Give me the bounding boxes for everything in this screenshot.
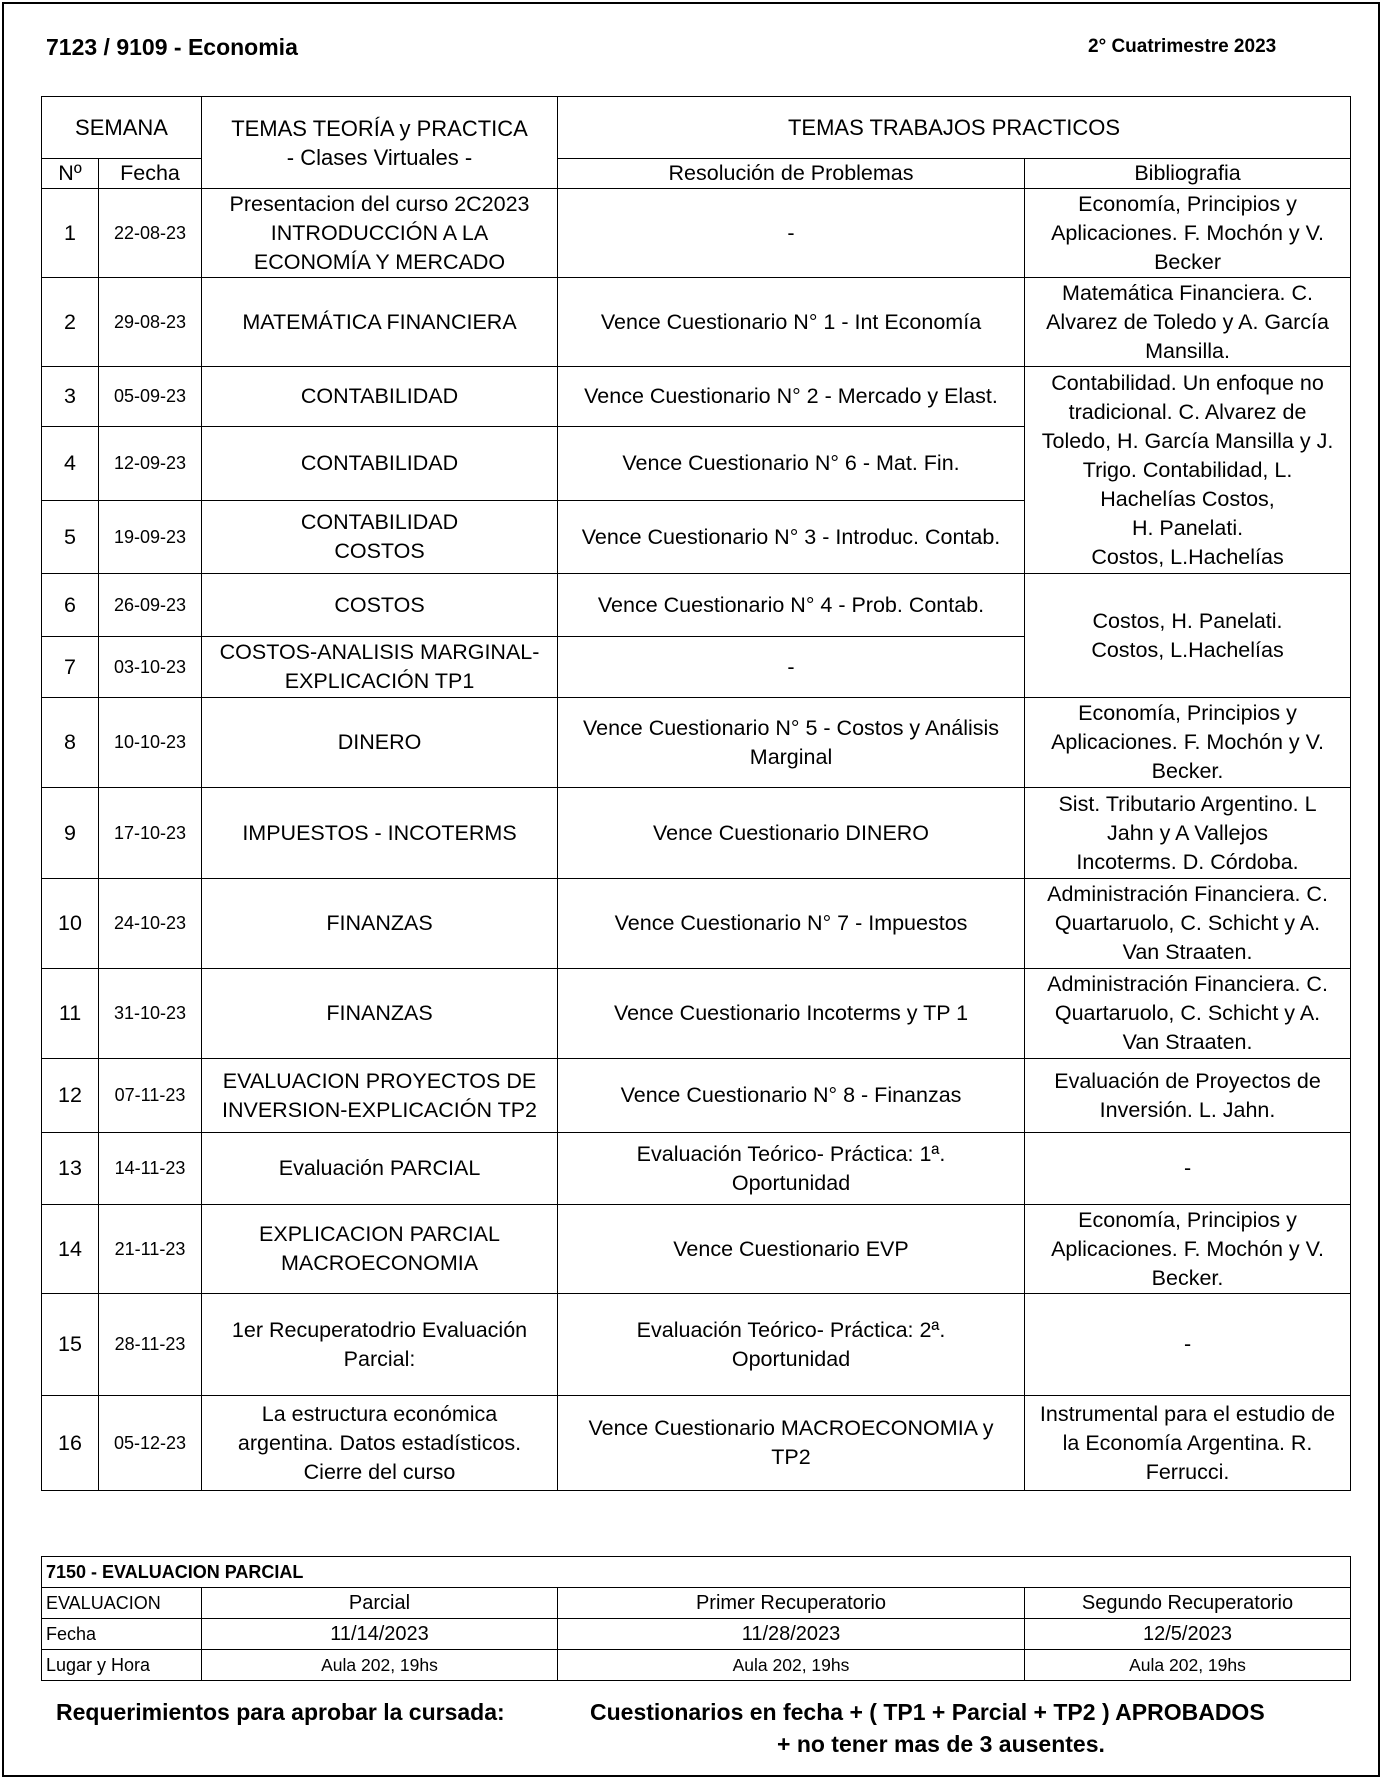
week-date: 03-10-23 <box>99 637 202 698</box>
week-date: 31-10-23 <box>99 969 202 1059</box>
requirements-label: Requerimientos para aprobar la cursada: <box>56 1699 505 1725</box>
eval-lugar-parcial: Aula 202, 19hs <box>202 1650 558 1681</box>
bibliografia: Economía, Principios y Aplicaciones. F. Mochón y V. Becker <box>1025 189 1351 278</box>
evaluacion-table <box>41 1556 1351 1681</box>
tema-teoria: COSTOS <box>202 574 558 637</box>
tema-teoria: MATEMÁTICA FINANCIERA <box>202 278 558 367</box>
schedule-table <box>41 96 1351 1491</box>
bibliografia: Sist. Tributario Argentino. L Jahn y A Vallejos Incoterms. D. Córdoba. <box>1025 788 1351 879</box>
week-number: 12 <box>42 1059 99 1133</box>
week-number: 9 <box>42 788 99 879</box>
table-row <box>42 1205 1351 1294</box>
resolucion-problemas: - <box>558 637 1025 698</box>
resolucion-problemas: Vence Cuestionario N° 5 - Costos y Análisis Marginal <box>558 698 1025 788</box>
tema-teoria: CONTABILIDAD <box>202 427 558 501</box>
bibliografia: Administración Financiera. C. Quartaruolo, C. Schicht y A. Van Straaten. <box>1025 879 1351 969</box>
bibliografia: Matemática Financiera. C. Alvarez de Toledo y A. García Mansilla. <box>1025 278 1351 367</box>
table-row <box>42 1396 1351 1491</box>
week-date: 14-11-23 <box>99 1133 202 1205</box>
tema-teoria: EXPLICACION PARCIAL MACROECONOMIA <box>202 1205 558 1294</box>
week-date: 28-11-23 <box>99 1294 202 1396</box>
week-number: 14 <box>42 1205 99 1294</box>
tema-teoria: CONTABILIDAD <box>202 367 558 427</box>
week-number: 3 <box>42 367 99 427</box>
header-bibliografia: Bibliografia <box>1025 159 1351 189</box>
week-number: 7 <box>42 637 99 698</box>
tema-teoria: Evaluación PARCIAL <box>202 1133 558 1205</box>
tema-teoria: CONTABILIDAD COSTOS <box>202 501 558 574</box>
header-fecha: Fecha <box>99 159 202 189</box>
tema-teoria: FINANZAS <box>202 879 558 969</box>
tema-teoria: IMPUESTOS - INCOTERMS <box>202 788 558 879</box>
week-number: 15 <box>42 1294 99 1396</box>
resolucion-problemas: Vence Cuestionario N° 2 - Mercado y Elast. <box>558 367 1025 427</box>
week-number: 16 <box>42 1396 99 1491</box>
requirements-text-line2: + no tener mas de 3 ausentes. <box>777 1731 1105 1757</box>
week-number: 11 <box>42 969 99 1059</box>
table-row <box>42 969 1351 1059</box>
resolucion-problemas: Evaluación Teórico- Práctica: 1ª. Oportunidad <box>558 1133 1025 1205</box>
week-date: 26-09-23 <box>99 574 202 637</box>
header-resolucion: Resolución de Problemas <box>558 159 1025 189</box>
resolucion-problemas: Vence Cuestionario N° 3 - Introduc. Contab. <box>558 501 1025 574</box>
week-number: 4 <box>42 427 99 501</box>
table-row <box>42 1133 1351 1205</box>
tema-teoria: EVALUACION PROYECTOS DE INVERSION-EXPLICACIÓN TP2 <box>202 1059 558 1133</box>
bibliografia: - <box>1025 1133 1351 1205</box>
bibliografia: - <box>1025 1294 1351 1396</box>
resolucion-problemas: Vence Cuestionario EVP <box>558 1205 1025 1294</box>
table-row <box>42 1059 1351 1133</box>
table-row <box>42 788 1351 879</box>
week-number: 6 <box>42 574 99 637</box>
week-date: 29-08-23 <box>99 278 202 367</box>
week-date: 10-10-23 <box>99 698 202 788</box>
tema-teoria: DINERO <box>202 698 558 788</box>
row-label-evaluacion: EVALUACION <box>42 1588 202 1619</box>
requirements-text: Cuestionarios en fecha + ( TP1 + Parcial + TP2 ) APROBADOS <box>590 1699 1265 1725</box>
eval-name-primer-recuperatorio: Primer Recuperatorio <box>558 1588 1025 1619</box>
resolucion-problemas: Vence Cuestionario N° 4 - Prob. Contab. <box>558 574 1025 637</box>
evaluacion-title: 7150 - EVALUACION PARCIAL <box>42 1557 1351 1588</box>
bibliografia: Evaluación de Proyectos de Inversión. L. Jahn. <box>1025 1059 1351 1133</box>
eval-fecha-parcial: 11/14/2023 <box>202 1619 558 1650</box>
bibliografia-group: Contabilidad. Un enfoque no tradicional. C. Alvarez de Toledo, H. García Mansilla y J. Trigo. Contabilidad, L. Hachelías Costos, H. Panelati. Costos, L.Hachelías <box>1025 367 1351 574</box>
term-label: 2° Cuatrimestre 2023 <box>1088 36 1277 57</box>
week-number: 5 <box>42 501 99 574</box>
header-nro: Nº <box>42 159 99 189</box>
table-row <box>42 367 1351 427</box>
bibliografia: Administración Financiera. C. Quartaruolo, C. Schicht y A. Van Straaten. <box>1025 969 1351 1059</box>
header-trabajos-practicos: TEMAS TRABAJOS PRACTICOS <box>558 97 1351 159</box>
resolucion-problemas: Vence Cuestionario Incoterms y TP 1 <box>558 969 1025 1059</box>
table-row <box>42 879 1351 969</box>
week-date: 05-12-23 <box>99 1396 202 1491</box>
course-title: 7123 / 9109 - Economia <box>46 34 298 60</box>
table-row <box>42 698 1351 788</box>
bibliografia: Economía, Principios y Aplicaciones. F. Mochón y V. Becker. <box>1025 698 1351 788</box>
eval-fecha-primer-recuperatorio: 11/28/2023 <box>558 1619 1025 1650</box>
resolucion-problemas: Vence Cuestionario DINERO <box>558 788 1025 879</box>
row-label-lugar-hora: Lugar y Hora <box>42 1650 202 1681</box>
week-date: 17-10-23 <box>99 788 202 879</box>
week-date: 22-08-23 <box>99 189 202 278</box>
week-date: 21-11-23 <box>99 1205 202 1294</box>
resolucion-problemas: Vence Cuestionario N° 8 - Finanzas <box>558 1059 1025 1133</box>
resolucion-problemas: Vence Cuestionario N° 6 - Mat. Fin. <box>558 427 1025 501</box>
eval-name-parcial: Parcial <box>202 1588 558 1619</box>
eval-fecha-segundo-recuperatorio: 12/5/2023 <box>1025 1619 1351 1650</box>
table-row <box>42 278 1351 367</box>
eval-lugar-segundo-recuperatorio: Aula 202, 19hs <box>1025 1650 1351 1681</box>
table-row <box>42 1294 1351 1396</box>
tema-teoria: 1er Recuperatodrio Evaluación Parcial: <box>202 1294 558 1396</box>
week-number: 8 <box>42 698 99 788</box>
resolucion-problemas: Vence Cuestionario N° 7 - Impuestos <box>558 879 1025 969</box>
table-row <box>42 189 1351 278</box>
week-date: 19-09-23 <box>99 501 202 574</box>
resolucion-problemas: Evaluación Teórico- Práctica: 2ª. Oportunidad <box>558 1294 1025 1396</box>
week-number: 13 <box>42 1133 99 1205</box>
bibliografia: Economía, Principios y Aplicaciones. F. Mochón y V. Becker. <box>1025 1205 1351 1294</box>
tema-teoria: COSTOS-ANALISIS MARGINAL- EXPLICACIÓN TP1 <box>202 637 558 698</box>
tema-teoria: FINANZAS <box>202 969 558 1059</box>
eval-lugar-primer-recuperatorio: Aula 202, 19hs <box>558 1650 1025 1681</box>
resolucion-problemas: Vence Cuestionario N° 1 - Int Economía <box>558 278 1025 367</box>
tema-teoria: La estructura económica argentina. Datos estadísticos. Cierre del curso <box>202 1396 558 1491</box>
row-label-fecha: Fecha <box>42 1619 202 1650</box>
header-semana: SEMANA <box>42 97 202 159</box>
eval-name-segundo-recuperatorio: Segundo Recuperatorio <box>1025 1588 1351 1619</box>
week-number: 1 <box>42 189 99 278</box>
tema-teoria: Presentacion del curso 2C2023 INTRODUCCIÓN A LA ECONOMÍA Y MERCADO <box>202 189 558 278</box>
table-row <box>42 574 1351 637</box>
resolucion-problemas: - <box>558 189 1025 278</box>
header-teoria: TEMAS TEORÍA y PRACTICA - Clases Virtuales - <box>202 97 558 189</box>
week-date: 05-09-23 <box>99 367 202 427</box>
week-number: 10 <box>42 879 99 969</box>
bibliografia: Instrumental para el estudio de la Economía Argentina. R. Ferrucci. <box>1025 1396 1351 1491</box>
week-date: 24-10-23 <box>99 879 202 969</box>
week-number: 2 <box>42 278 99 367</box>
week-date: 07-11-23 <box>99 1059 202 1133</box>
resolucion-problemas: Vence Cuestionario MACROECONOMIA y TP2 <box>558 1396 1025 1491</box>
bibliografia-group: Costos, H. Panelati. Costos, L.Hachelías <box>1025 574 1351 698</box>
week-date: 12-09-23 <box>99 427 202 501</box>
